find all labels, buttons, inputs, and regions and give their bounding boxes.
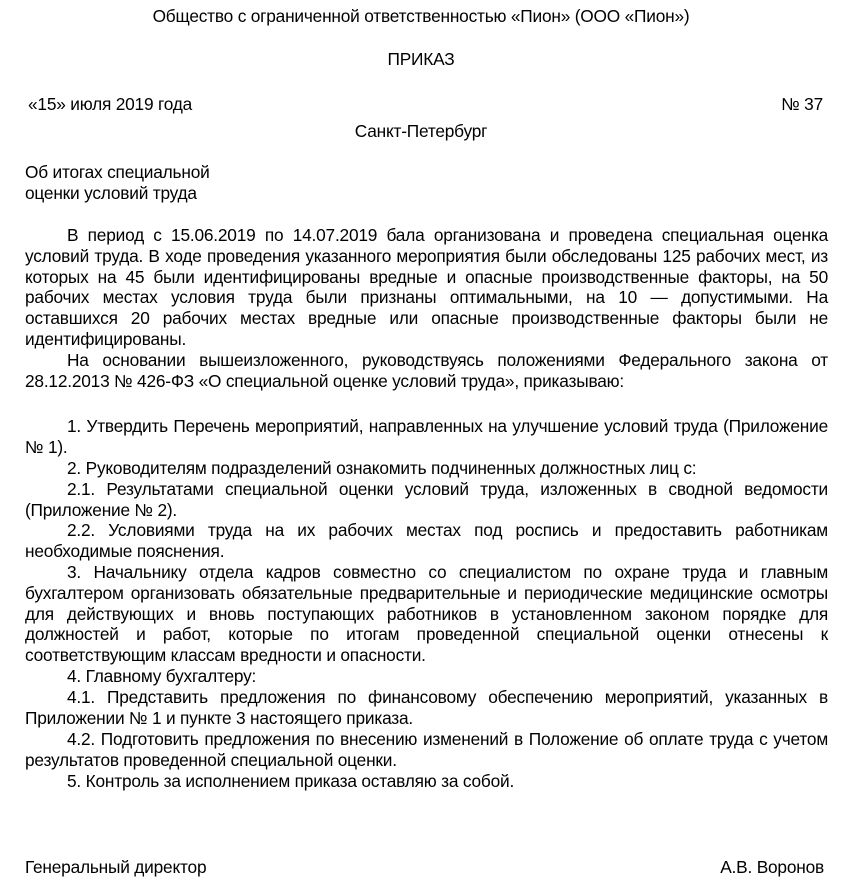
preamble-paragraph: В период с 15.06.2019 по 14.07.2019 бала организована и проведена специальная оценка условий труда. В ходе проведения указанного мероприятия были обследованы 125 рабочих мест, из которых на 45 были идентифицированы вредные и опасные производственные факторы, на 50 рабочих местах условия труда были признаны оптимальными, на 10 — допустимыми. На оставшихся 20 рабочих местах вредные или опасные производственные факторы были не идентифицированы. xyxy=(25,225,828,349)
order-date: «15» июля 2019 года xyxy=(28,94,193,114)
document-type-title: ПРИКАЗ xyxy=(387,49,455,69)
order-item: 4. Главному бухгалтеру: xyxy=(67,666,257,686)
order-item: 2.1. Результатами специальной оценки условий труда, изложенных в сводной ведомости (Приложение № 2). xyxy=(25,479,828,520)
order-item: 1. Утвердить Перечень мероприятий, направленных на улучшение условий труда (Приложение № 1). xyxy=(25,416,828,457)
subject-line: Об итогах специальной xyxy=(25,162,210,182)
order-item: 4.1. Представить предложения по финансовому обеспечению мероприятий, указанных в Приложении № 1 и пункте 3 настоящего приказа. xyxy=(25,687,828,728)
preamble-paragraph: На основании вышеизложенного, руководствуясь положениями Федерального закона от 28.12.2013 № 426-ФЗ «О специальной оценке условий труда», приказываю: xyxy=(25,350,828,391)
organization-name: Общество с ограниченной ответственностью «Пион» (ООО «Пион») xyxy=(152,6,690,26)
order-number: № 37 xyxy=(781,94,823,114)
order-item: 4.2. Подготовить предложения по внесению изменений в Положение об оплате труда с учетом результатов проведенной специальной оценки. xyxy=(25,729,828,770)
order-subject xyxy=(25,162,210,204)
order-item: 2.2. Условиями труда на их рабочих местах под роспись и предоставить работникам необходимые пояснения. xyxy=(25,520,828,561)
order-item: 5. Контроль за исполнением приказа оставляю за собой. xyxy=(67,771,515,791)
signatory-position: Генеральный директор xyxy=(25,857,207,877)
signatory-name: А.В. Воронов xyxy=(720,857,824,877)
subject-line: оценки условий труда xyxy=(25,183,197,203)
order-city: Санкт-Петербург xyxy=(354,121,488,141)
order-item: 3. Начальнику отдела кадров совместно со специалистом по охране труда и главным бухгалтером организовать обязательные предварительные и периодические медицинские осмотры для действующих и вновь поступающих работников в установленном законом порядке для должностей и работ, которые по итогам проведенной специальной оценки отнесены к соответствующим классам вредности и опасности. xyxy=(25,562,828,666)
order-item: 2. Руководителям подразделений ознакомить подчиненных должностных лиц с: xyxy=(67,458,697,478)
